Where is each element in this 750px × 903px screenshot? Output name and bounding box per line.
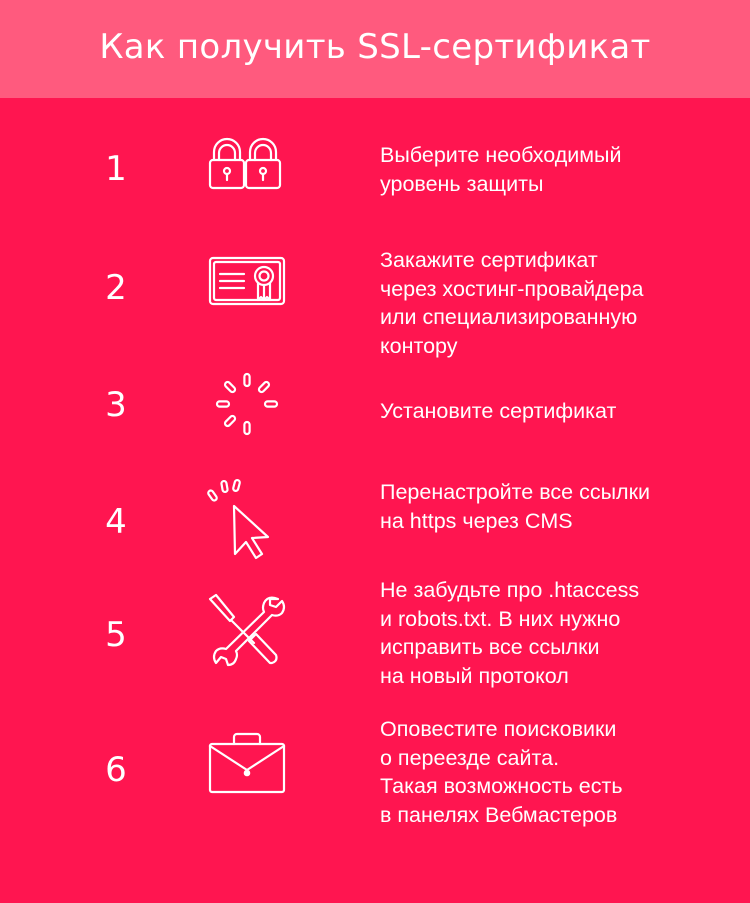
header-banner: [0, 0, 750, 98]
page-title: Как получить SSL-сертификат: [99, 27, 651, 67]
step-text: Установите сертификат: [380, 399, 617, 423]
loading-spinner-icon: [204, 369, 290, 439]
cursor-click-icon: [204, 476, 290, 560]
step-number: 4: [105, 502, 127, 542]
step-text: Выберите необходимый уровень защиты: [380, 143, 622, 196]
step-number: 5: [105, 615, 127, 655]
certificate-icon: [204, 252, 290, 322]
step-number: 2: [105, 268, 127, 308]
step-number: 3: [105, 385, 127, 425]
step-3: [0, 365, 750, 445]
step-text: Не забудьте про .htaccess и robots.txt. В них нужно исправить все ссылки на новый протокол: [380, 578, 640, 688]
step-text: Оповестите поисковики о переезде сайта. Такая возможность есть в панелях Вебмастеров: [380, 717, 623, 827]
step-text: Закажите сертификат через хостинг-провайдера или специализированную контору: [380, 248, 644, 358]
step-1: [0, 120, 750, 220]
step-5: [0, 575, 750, 695]
step-4: [0, 470, 750, 560]
step-6: [0, 710, 750, 830]
envelope-briefcase-icon: [204, 728, 290, 798]
tools-icon: [204, 591, 290, 667]
step-2: [0, 240, 750, 360]
padlocks-icon: [204, 132, 290, 202]
step-number: 6: [105, 750, 127, 790]
step-number: 1: [105, 149, 127, 189]
step-text: Перенастройте все ссылки на https через CMS: [380, 480, 650, 533]
